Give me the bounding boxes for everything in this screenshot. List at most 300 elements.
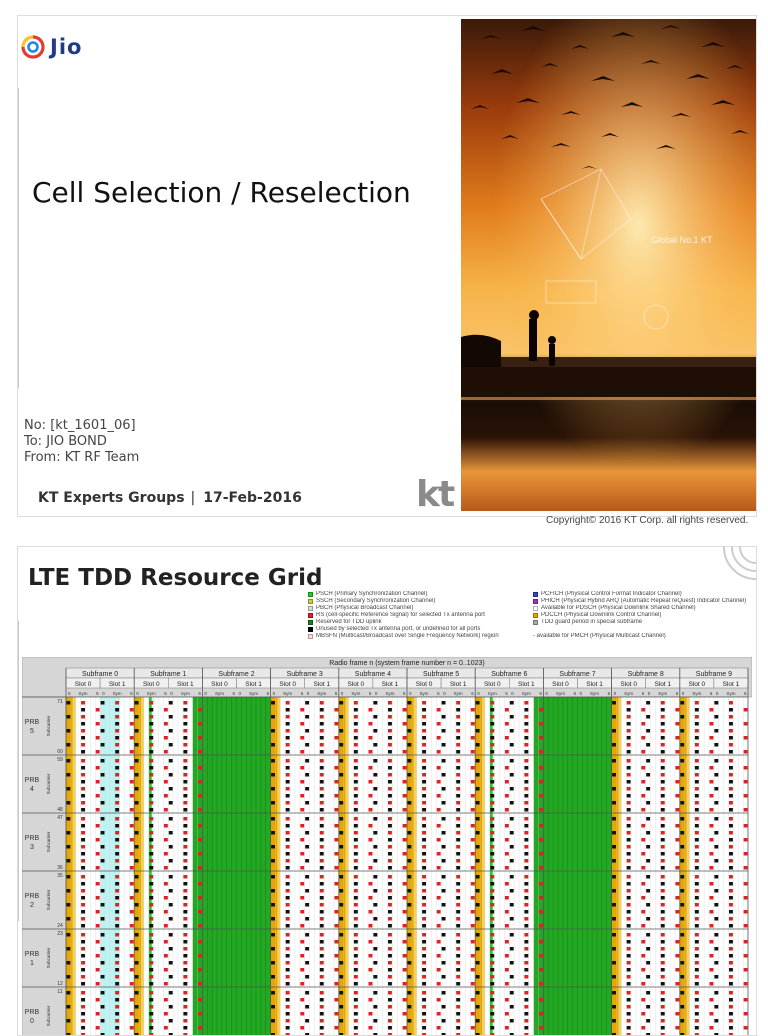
- rs-marker: [81, 975, 85, 979]
- rs-marker: [149, 759, 153, 763]
- sym-label: Sym: [351, 691, 361, 696]
- rs-marker: [198, 882, 202, 886]
- rs-marker: [627, 910, 631, 914]
- rs-marker: [729, 1012, 733, 1016]
- subframe-label: Subframe 1: [150, 671, 187, 678]
- rs-marker: [641, 1012, 645, 1016]
- rs-marker: [442, 787, 446, 791]
- rs-marker: [198, 982, 202, 986]
- rs-marker: [661, 743, 665, 747]
- rs-marker: [286, 882, 290, 886]
- rs-marker: [373, 773, 377, 777]
- rs-marker: [627, 794, 631, 798]
- rs-marker: [641, 780, 645, 784]
- rs-marker: [612, 859, 616, 863]
- rs-marker: [510, 1019, 514, 1023]
- rs-marker: [539, 750, 543, 754]
- rs-marker: [96, 882, 100, 886]
- subcarrier-axis-label: Subcarrier: [46, 1005, 51, 1027]
- rs-marker: [320, 701, 324, 705]
- rs-marker: [115, 882, 119, 886]
- rs-marker: [286, 766, 290, 770]
- rs-marker: [442, 773, 446, 777]
- sym-last-label: 6: [471, 691, 474, 696]
- rs-marker: [437, 866, 441, 870]
- rs-marker: [354, 961, 358, 965]
- rs-marker: [490, 968, 494, 972]
- rs-marker: [198, 852, 202, 856]
- rs-marker: [646, 1019, 650, 1023]
- rs-marker: [524, 982, 528, 986]
- rs-marker: [456, 968, 460, 972]
- rs-marker: [680, 975, 684, 979]
- rs-marker: [286, 759, 290, 763]
- rs-marker: [67, 845, 71, 849]
- rs-marker: [744, 780, 748, 784]
- rs-marker: [286, 896, 290, 900]
- rs-marker: [695, 1012, 699, 1016]
- jio-logo-icon: [20, 34, 46, 60]
- sym-label: Sym: [487, 691, 497, 696]
- rs-marker: [183, 831, 187, 835]
- rs-marker: [476, 817, 480, 821]
- subframe-label: Subframe 3: [286, 671, 323, 678]
- rs-marker: [388, 1019, 392, 1023]
- rs-marker: [456, 947, 460, 951]
- rs-marker: [388, 759, 392, 763]
- rs-marker: [130, 982, 134, 986]
- rs-marker: [96, 708, 100, 712]
- rs-marker: [422, 924, 426, 928]
- rs-marker: [183, 824, 187, 828]
- rs-marker: [149, 1005, 153, 1009]
- rs-marker: [169, 903, 173, 907]
- rs-marker: [710, 794, 714, 798]
- rs-marker: [96, 838, 100, 842]
- rs-marker: [101, 975, 105, 979]
- rs-marker: [149, 794, 153, 798]
- rs-marker: [369, 750, 373, 754]
- rs-marker: [354, 736, 358, 740]
- sym-first-label: 0: [511, 691, 514, 696]
- rs-marker: [710, 838, 714, 842]
- rs-marker: [627, 808, 631, 812]
- rs-marker: [490, 1012, 494, 1016]
- rs-marker: [354, 729, 358, 733]
- rs-marker: [456, 1019, 460, 1023]
- rs-marker: [115, 889, 119, 893]
- rs-marker: [744, 1012, 748, 1016]
- rs-marker: [305, 1005, 309, 1009]
- rs-marker: [661, 715, 665, 719]
- rs-marker: [612, 875, 616, 879]
- rs-marker: [149, 933, 153, 937]
- rs-marker: [612, 743, 616, 747]
- rs-marker: [81, 845, 85, 849]
- rs-marker: [115, 750, 119, 754]
- rs-marker: [729, 729, 733, 733]
- rs-marker: [714, 1019, 718, 1023]
- rs-marker: [305, 773, 309, 777]
- rs-marker: [286, 954, 290, 958]
- rs-marker: [422, 708, 426, 712]
- rs-marker: [115, 845, 119, 849]
- rs-marker: [149, 875, 153, 879]
- rs-marker: [115, 1012, 119, 1016]
- rs-marker: [149, 859, 153, 863]
- rs-marker: [403, 736, 407, 740]
- rs-marker: [627, 947, 631, 951]
- rs-marker: [661, 866, 665, 870]
- rs-marker: [388, 780, 392, 784]
- rs-marker: [149, 1019, 153, 1023]
- prb-number: 4: [30, 786, 34, 793]
- pdcch-region: [66, 697, 73, 1036]
- rs-marker: [476, 961, 480, 965]
- rs-marker: [456, 729, 460, 733]
- rs-marker: [130, 708, 134, 712]
- legend-swatch: [308, 627, 313, 632]
- rs-marker: [320, 743, 324, 747]
- rs-marker: [388, 866, 392, 870]
- rs-marker: [320, 991, 324, 995]
- rs-marker: [627, 889, 631, 893]
- sym-label: Sym: [385, 691, 395, 696]
- rs-marker: [680, 817, 684, 821]
- rs-marker: [373, 889, 377, 893]
- rs-marker: [627, 801, 631, 805]
- rs-marker: [539, 808, 543, 812]
- rs-marker: [354, 968, 358, 972]
- rs-marker: [354, 947, 358, 951]
- rs-marker: [183, 715, 187, 719]
- rs-marker: [164, 1012, 168, 1016]
- rs-marker: [115, 817, 119, 821]
- rs-marker: [101, 1019, 105, 1023]
- left-rule: [18, 88, 19, 388]
- rs-marker: [388, 954, 392, 958]
- rs-marker: [67, 903, 71, 907]
- rs-marker: [695, 722, 699, 726]
- title-slide: [17, 15, 757, 517]
- rs-marker: [135, 831, 139, 835]
- rs-marker: [714, 975, 718, 979]
- rs-marker: [320, 780, 324, 784]
- rs-marker: [680, 759, 684, 763]
- rs-marker: [661, 933, 665, 937]
- channel-legend: [308, 591, 757, 639]
- corner-decoration-icon: [716, 547, 756, 581]
- rs-marker: [695, 845, 699, 849]
- rs-marker: [271, 903, 275, 907]
- rs-marker: [369, 882, 373, 886]
- rs-marker: [149, 924, 153, 928]
- rs-marker: [641, 794, 645, 798]
- rs-marker: [135, 889, 139, 893]
- rs-marker: [388, 859, 392, 863]
- rs-marker: [149, 852, 153, 856]
- rs-marker: [101, 961, 105, 965]
- rs-marker: [675, 736, 679, 740]
- rs-marker: [641, 882, 645, 886]
- rs-marker: [680, 773, 684, 777]
- rs-marker: [437, 852, 441, 856]
- slot-label: Slot 0: [142, 681, 160, 688]
- sym-label: Sym: [453, 691, 463, 696]
- rs-marker: [422, 766, 426, 770]
- rs-marker: [627, 924, 631, 928]
- rs-marker: [490, 773, 494, 777]
- rs-marker: [422, 845, 426, 849]
- rs-marker: [388, 773, 392, 777]
- rs-marker: [695, 824, 699, 828]
- rs-marker: [471, 1026, 475, 1030]
- rs-marker: [524, 896, 528, 900]
- rs-marker: [524, 729, 528, 733]
- rs-marker: [67, 817, 71, 821]
- rs-marker: [695, 903, 699, 907]
- rs-marker: [354, 838, 358, 842]
- rs-marker: [456, 845, 460, 849]
- rs-marker: [305, 715, 309, 719]
- rs-marker: [714, 845, 718, 849]
- rs-marker: [369, 808, 373, 812]
- rs-marker: [286, 1019, 290, 1023]
- rs-marker: [300, 910, 304, 914]
- rs-marker: [115, 759, 119, 763]
- rs-marker: [101, 831, 105, 835]
- rs-marker: [305, 947, 309, 951]
- rs-marker: [334, 866, 338, 870]
- rs-marker: [354, 991, 358, 995]
- rs-marker: [680, 743, 684, 747]
- rs-marker: [641, 750, 645, 754]
- rs-marker: [320, 750, 324, 754]
- rs-marker: [183, 852, 187, 856]
- rs-marker: [334, 968, 338, 972]
- rs-marker: [695, 866, 699, 870]
- pdcch-edge: [346, 697, 349, 1036]
- legend-swatch: [308, 592, 313, 597]
- rs-marker: [81, 896, 85, 900]
- rs-marker: [524, 787, 528, 791]
- doc-from: From: KT RF Team: [24, 450, 140, 465]
- rs-marker: [729, 845, 733, 849]
- rs-marker: [320, 766, 324, 770]
- rs-marker: [339, 947, 343, 951]
- rs-marker: [149, 801, 153, 805]
- rs-marker: [710, 924, 714, 928]
- legend-item: [533, 605, 757, 611]
- rs-marker: [456, 766, 460, 770]
- rs-marker: [369, 780, 373, 784]
- rs-marker: [422, 787, 426, 791]
- rs-marker: [334, 924, 338, 928]
- rs-marker: [320, 845, 324, 849]
- rs-marker: [169, 1019, 173, 1023]
- rs-marker: [81, 882, 85, 886]
- rs-marker: [271, 759, 275, 763]
- rs-marker: [286, 875, 290, 879]
- rs-marker: [369, 910, 373, 914]
- rs-marker: [729, 882, 733, 886]
- rs-marker: [135, 875, 139, 879]
- rs-marker: [714, 759, 718, 763]
- sym-last-label: 6: [130, 691, 133, 696]
- rs-marker: [354, 866, 358, 870]
- rs-marker: [661, 759, 665, 763]
- rs-marker: [627, 875, 631, 879]
- rs-marker: [101, 1005, 105, 1009]
- rs-marker: [695, 750, 699, 754]
- rs-marker: [286, 998, 290, 1002]
- rs-marker: [641, 924, 645, 928]
- rs-marker: [164, 824, 168, 828]
- rs-marker: [539, 824, 543, 828]
- rs-marker: [320, 1026, 324, 1030]
- rs-marker: [67, 759, 71, 763]
- rs-marker: [67, 917, 71, 921]
- rs-marker: [388, 1005, 392, 1009]
- rs-marker: [198, 766, 202, 770]
- rs-marker: [286, 794, 290, 798]
- subcarrier-top-index: 47: [57, 815, 63, 821]
- rs-marker: [510, 991, 514, 995]
- rs-marker: [320, 859, 324, 863]
- rs-marker: [442, 917, 446, 921]
- rs-marker: [744, 940, 748, 944]
- rs-marker: [300, 794, 304, 798]
- rs-marker: [286, 933, 290, 937]
- rs-marker: [661, 750, 665, 754]
- rs-marker: [334, 838, 338, 842]
- rs-marker: [695, 954, 699, 958]
- rs-marker: [422, 831, 426, 835]
- rs-marker: [422, 1019, 426, 1023]
- rs-marker: [422, 875, 426, 879]
- rs-marker: [183, 991, 187, 995]
- rs-marker: [408, 859, 412, 863]
- rs-marker: [490, 947, 494, 951]
- rs-marker: [115, 998, 119, 1002]
- rs-marker: [510, 773, 514, 777]
- rs-marker: [505, 824, 509, 828]
- legend-item: [308, 605, 533, 611]
- rs-marker: [149, 831, 153, 835]
- rs-marker: [271, 787, 275, 791]
- rs-marker: [729, 766, 733, 770]
- rs-marker: [471, 808, 475, 812]
- rs-marker: [81, 910, 85, 914]
- rs-marker: [408, 933, 412, 937]
- rs-marker: [437, 736, 441, 740]
- rs-marker: [388, 875, 392, 879]
- rs-marker: [305, 917, 309, 921]
- rs-marker: [271, 845, 275, 849]
- rs-marker: [135, 859, 139, 863]
- rs-marker: [130, 794, 134, 798]
- legend-label: Available for PDSCH (Physical Downlink Shared Channel): [541, 605, 696, 611]
- rs-marker: [661, 808, 665, 812]
- sym-first-label: 0: [102, 691, 105, 696]
- rs-marker: [183, 889, 187, 893]
- rs-marker: [661, 852, 665, 856]
- rs-marker: [96, 736, 100, 740]
- prb-label: PRB: [24, 893, 40, 900]
- rs-marker: [354, 896, 358, 900]
- rs-marker: [149, 722, 153, 726]
- rs-marker: [710, 824, 714, 828]
- rs-marker: [661, 1019, 665, 1023]
- rs-marker: [354, 759, 358, 763]
- rs-marker: [646, 1005, 650, 1009]
- rs-marker: [675, 866, 679, 870]
- rs-marker: [661, 708, 665, 712]
- rs-marker: [354, 801, 358, 805]
- rs-marker: [456, 794, 460, 798]
- rs-marker: [627, 903, 631, 907]
- rs-marker: [539, 940, 543, 944]
- rs-marker: [641, 968, 645, 972]
- rs-marker: [714, 729, 718, 733]
- rs-marker: [320, 1012, 324, 1016]
- rs-marker: [661, 1005, 665, 1009]
- legend-item: [308, 591, 533, 597]
- rs-marker: [627, 896, 631, 900]
- rs-marker: [300, 968, 304, 972]
- slot-label: Slot 1: [245, 681, 262, 688]
- rs-marker: [442, 961, 446, 965]
- rs-marker: [369, 896, 373, 900]
- sym-last-label: 6: [300, 691, 304, 696]
- rs-marker: [149, 780, 153, 784]
- rs-marker: [442, 947, 446, 951]
- pdcch-region: [680, 697, 687, 1036]
- rs-marker: [422, 859, 426, 863]
- rs-marker: [490, 961, 494, 965]
- rs-marker: [695, 896, 699, 900]
- rs-marker: [695, 743, 699, 747]
- rs-marker: [627, 831, 631, 835]
- rs-marker: [627, 824, 631, 828]
- rs-marker: [286, 991, 290, 995]
- rs-marker: [490, 896, 494, 900]
- slot-label: Slot 1: [654, 681, 672, 688]
- rs-marker: [437, 982, 441, 986]
- rs-marker: [510, 1005, 514, 1009]
- rs-marker: [183, 896, 187, 900]
- rs-marker: [81, 715, 85, 719]
- rs-marker: [710, 882, 714, 886]
- rs-marker: [388, 766, 392, 770]
- rs-marker: [388, 787, 392, 791]
- rs-marker: [675, 1026, 679, 1030]
- rs-marker: [81, 801, 85, 805]
- rs-marker: [456, 722, 460, 726]
- rs-marker: [539, 766, 543, 770]
- rs-marker: [646, 787, 650, 791]
- rs-marker: [524, 845, 528, 849]
- rs-marker: [476, 947, 480, 951]
- rs-marker: [403, 750, 407, 754]
- rs-marker: [539, 708, 543, 712]
- rs-marker: [339, 817, 343, 821]
- rs-marker: [320, 824, 324, 828]
- rs-marker: [354, 917, 358, 921]
- rs-marker: [710, 1026, 714, 1030]
- rs-marker: [271, 817, 275, 821]
- rs-marker: [744, 998, 748, 1002]
